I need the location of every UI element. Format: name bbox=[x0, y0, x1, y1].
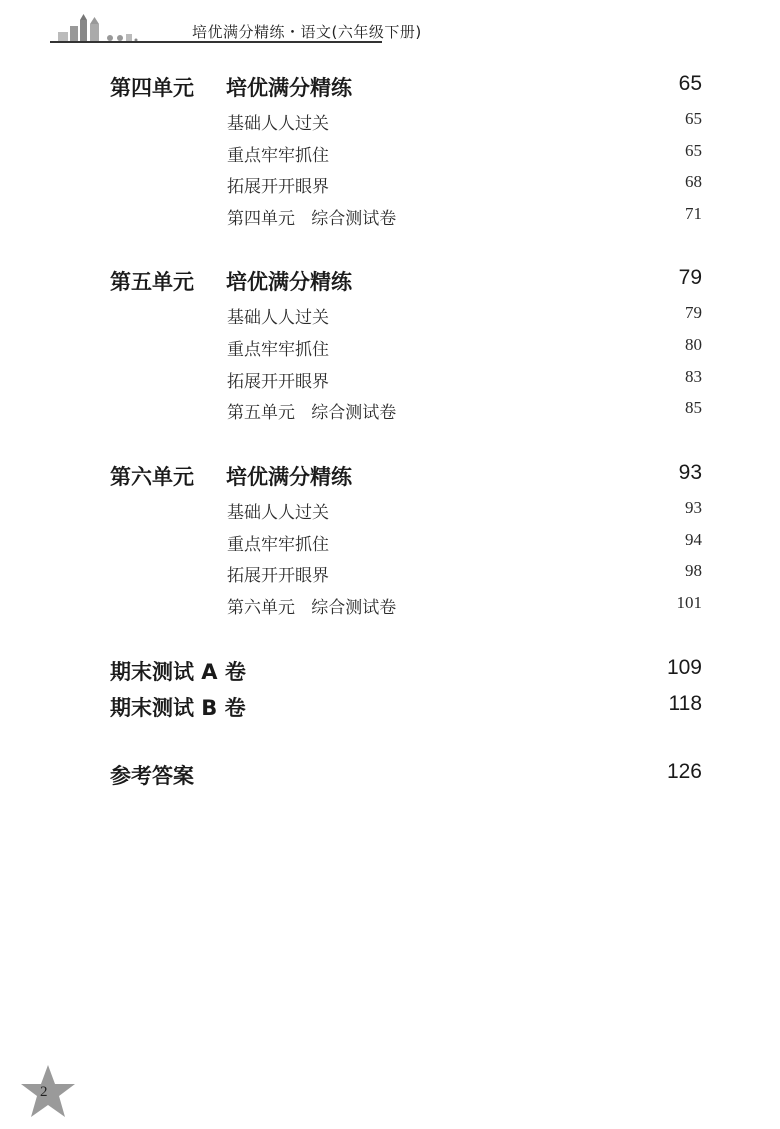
toc-item-page: 83 bbox=[685, 367, 702, 386]
answers-label: 参考答案 bbox=[110, 764, 194, 788]
toc-item[interactable] bbox=[0, 593, 780, 623]
toc-item[interactable] bbox=[0, 335, 780, 365]
page-number: 2 bbox=[40, 1084, 48, 1100]
toc-item-page: 65 bbox=[685, 141, 702, 160]
unit-label: 第六单元 bbox=[110, 465, 194, 489]
toc-item[interactable] bbox=[0, 303, 780, 333]
toc-item[interactable] bbox=[0, 141, 780, 171]
running-header bbox=[50, 14, 422, 44]
unit-heading-row[interactable] bbox=[0, 461, 780, 491]
star-icon bbox=[18, 1063, 78, 1121]
unit-label: 第五单元 bbox=[110, 270, 194, 294]
toc-item[interactable] bbox=[0, 204, 780, 234]
toc-item-label: 重点牢牢抓住 bbox=[227, 340, 329, 360]
toc-item[interactable] bbox=[0, 109, 780, 139]
unit-title: 培优满分精练 bbox=[226, 270, 352, 294]
toc-item[interactable] bbox=[0, 561, 780, 591]
unit-label: 第四单元 bbox=[110, 76, 194, 100]
header-rule bbox=[50, 41, 382, 43]
unit-heading-row[interactable] bbox=[0, 72, 780, 102]
toc-item-page: 101 bbox=[676, 593, 702, 612]
unit-page-number: 65 bbox=[678, 72, 702, 95]
unit-page-number: 79 bbox=[678, 266, 702, 289]
toc-item-label: 拓展开开眼界 bbox=[227, 566, 329, 586]
toc-item-label: 拓展开开眼界 bbox=[227, 372, 329, 392]
toc-item[interactable] bbox=[0, 398, 780, 428]
toc-item-page: 93 bbox=[685, 498, 702, 517]
exam-label: 期末测试 B 卷 bbox=[110, 696, 246, 720]
toc-item-page: 80 bbox=[685, 335, 702, 354]
toc-item-label: 第六单元 综合测试卷 bbox=[227, 598, 397, 618]
toc-item-page: 94 bbox=[685, 530, 702, 549]
toc-item-label: 第五单元 综合测试卷 bbox=[227, 403, 397, 423]
toc-item[interactable] bbox=[0, 498, 780, 528]
toc-item-label: 重点牢牢抓住 bbox=[227, 146, 329, 166]
header-title: 培优满分精练・语文(六年级下册) bbox=[192, 23, 422, 41]
answers-page-number: 126 bbox=[666, 760, 702, 783]
toc-item-label: 基础人人过关 bbox=[227, 503, 329, 523]
toc-item[interactable] bbox=[0, 530, 780, 560]
exam-label: 期末测试 A 卷 bbox=[110, 660, 246, 684]
unit-heading-row[interactable] bbox=[0, 266, 780, 296]
exam-row[interactable] bbox=[0, 656, 780, 686]
unit-title: 培优满分精练 bbox=[226, 465, 352, 489]
exam-row[interactable] bbox=[0, 692, 780, 722]
toc-item-label: 拓展开开眼界 bbox=[227, 177, 329, 197]
exam-page-number: 118 bbox=[668, 692, 702, 715]
toc-item-page: 71 bbox=[685, 204, 702, 223]
toc-item[interactable] bbox=[0, 172, 780, 202]
toc-item-label: 重点牢牢抓住 bbox=[227, 535, 329, 555]
toc-item-page: 79 bbox=[685, 303, 702, 322]
toc-item-label: 第四单元 综合测试卷 bbox=[227, 209, 397, 229]
exam-page-number: 109 bbox=[666, 656, 702, 679]
toc-item-label: 基础人人过关 bbox=[227, 114, 329, 134]
toc-item-page: 98 bbox=[685, 561, 702, 580]
answers-row[interactable] bbox=[0, 760, 780, 790]
toc-item-label: 基础人人过关 bbox=[227, 308, 329, 328]
unit-page-number: 93 bbox=[678, 461, 702, 484]
toc-item-page: 68 bbox=[685, 172, 702, 191]
toc-item[interactable] bbox=[0, 367, 780, 397]
building-decoration-icon bbox=[50, 14, 190, 44]
toc-item-page: 65 bbox=[685, 109, 702, 128]
unit-title: 培优满分精练 bbox=[226, 76, 352, 100]
toc-item-page: 85 bbox=[685, 398, 702, 417]
